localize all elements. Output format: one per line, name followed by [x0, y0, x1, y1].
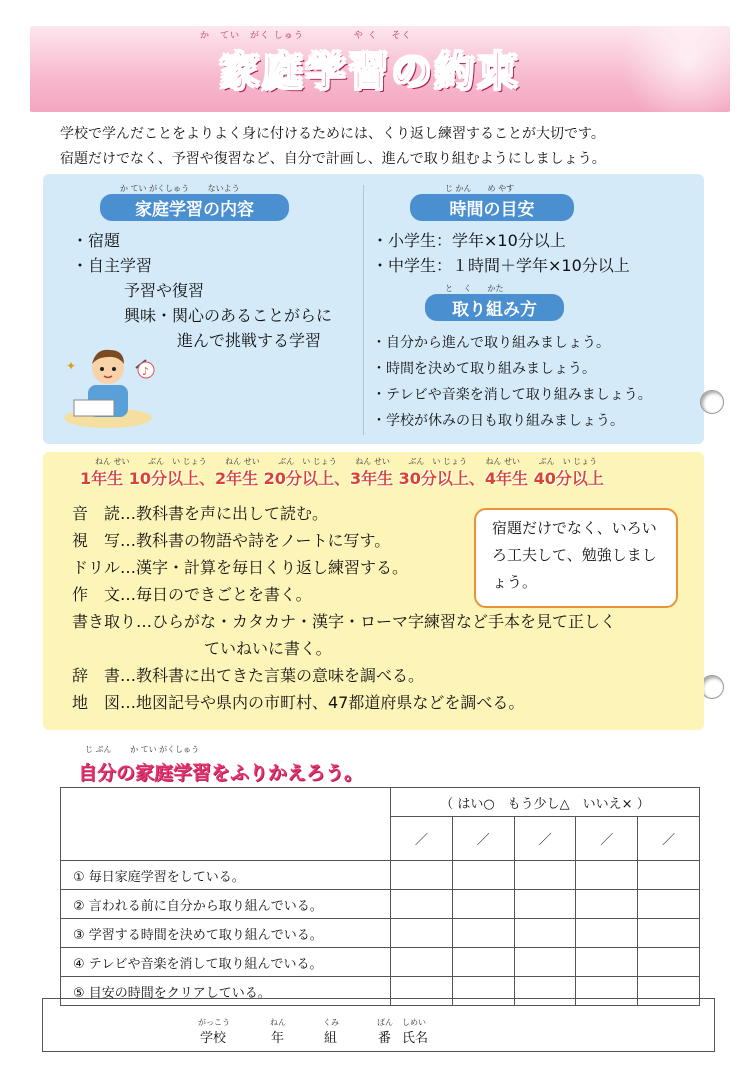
title-ruby: か てい がく しゅう や く そく: [200, 31, 412, 41]
name-ruby: しめい: [402, 1018, 426, 1027]
answer-cell[interactable]: [638, 890, 700, 919]
review-table: [60, 787, 700, 1006]
method-item: 書き取り…ひらがな・カタカナ・漢字・ローマ字練習など手本を見て正しく: [72, 612, 617, 631]
review-item: ② 言われる前に自分から取り組んでいる。: [61, 890, 391, 919]
method-item: 辞 書…教科書に出てきた言葉の意味を調べる。: [72, 666, 425, 685]
answer-cell[interactable]: [514, 861, 576, 890]
time-heading: 時間の目安: [410, 194, 574, 221]
content-item: ・自主学習: [72, 256, 153, 275]
time-list: [372, 228, 630, 278]
answer-cell[interactable]: [514, 890, 576, 919]
method-item: ドリル…漢字・計算を毎日くり返し練習する。: [72, 558, 409, 577]
method-item: 地 図…地図記号や県内の市町村、47都道府県などを調べる。: [72, 693, 525, 712]
review-title: 自分の家庭学習をふりかえろう。: [78, 762, 364, 784]
method-item: ていねいに書く。: [204, 639, 332, 658]
method-item: 視 写…教科書の物語や詩をノートに写す。: [72, 531, 391, 550]
date-slot[interactable]: ／: [514, 817, 576, 861]
guide-heading: 1年生 10分以上、2年生 20分以上、3年生 30分以上、4年生 40分以上: [80, 469, 604, 488]
svg-text:✦: ✦: [66, 359, 77, 373]
review-item: ③ 学習する時間を決めて取り組んでいる。: [61, 919, 391, 948]
panel-divider: [363, 185, 364, 435]
intro-line-1: 学校で学んだことをよりよく身に付けるためには、くり返し練習することが大切です。: [60, 126, 605, 142]
content-item: ・宿題: [72, 231, 121, 250]
time-heading-ruby: じ かん め やす: [445, 184, 515, 193]
review-title-ruby: じ ぶん か てい がくしゅう: [85, 745, 200, 754]
student-studying-illustration: [60, 330, 155, 430]
content-item: 興味・関心のあることがらに: [124, 306, 333, 325]
grade-ruby: ねん: [270, 1018, 286, 1027]
grade-label: 年: [271, 1031, 285, 1046]
intro-line-2: 宿題だけでなく、予習や復習など、自分で計画し、進んで取り組むようにしましょう。: [60, 151, 606, 167]
answer-cell[interactable]: [576, 948, 638, 977]
table-header-row: [61, 788, 700, 817]
review-item: ④ テレビや音楽を消して取り組んでいる。: [61, 948, 391, 977]
answer-cell[interactable]: [638, 919, 700, 948]
answer-cell[interactable]: [638, 861, 700, 890]
table-row: [61, 948, 700, 977]
approach-item: ・学校が休みの日も取り組みましょう。: [372, 413, 624, 429]
method-item: 作 文…毎日のできごとを書く。: [72, 585, 312, 604]
content-item: 進んで挑戦する学習: [177, 331, 322, 350]
number-label: 番: [378, 1031, 392, 1046]
table-row: [61, 861, 700, 890]
school-ruby: がっこう: [198, 1018, 230, 1027]
page-title: 家庭学習の約束: [219, 49, 521, 95]
answer-cell[interactable]: [390, 948, 452, 977]
approach-item: ・テレビや音楽を消して取り組みましょう。: [372, 387, 652, 403]
school-label: 学校: [200, 1031, 227, 1046]
method-item: 音 読…教科書を声に出して読む。: [72, 504, 329, 523]
answer-cell[interactable]: [452, 890, 514, 919]
binder-hole: [700, 390, 724, 414]
answer-cell[interactable]: [638, 948, 700, 977]
date-slot[interactable]: ／: [576, 817, 638, 861]
answer-cell[interactable]: [452, 861, 514, 890]
svg-text:♪: ♪: [142, 365, 150, 378]
content-heading: 家庭学習の内容: [100, 194, 289, 221]
answer-cell[interactable]: [576, 890, 638, 919]
answer-cell[interactable]: [514, 919, 576, 948]
content-heading-ruby: か てい がくしゅう ないよう: [120, 184, 240, 193]
guide-heading-ruby: ねん せい ぶん い じょう ねん せい ぶん い じょう ねん せい ぶん い じょう ねん せい ぶん い じょう: [95, 457, 598, 466]
answer-cell[interactable]: [576, 861, 638, 890]
answer-cell[interactable]: [390, 919, 452, 948]
approach-item: ・時間を決めて取り組みましょう。: [372, 361, 596, 377]
name-label: 氏名: [402, 1031, 429, 1046]
answer-scale: （ はい○ もう少し△ いいえ× ）: [390, 788, 699, 817]
approach-heading: 取り組み方: [425, 294, 564, 321]
approach-list: [372, 330, 652, 434]
class-label: 組: [324, 1031, 338, 1046]
date-slot[interactable]: ／: [638, 817, 700, 861]
answer-cell[interactable]: [390, 890, 452, 919]
table-row: [61, 890, 700, 919]
answer-cell[interactable]: [576, 919, 638, 948]
answer-cell[interactable]: [390, 861, 452, 890]
date-slot[interactable]: ／: [390, 817, 452, 861]
time-item: ・中学生：１時間＋学年×10分以上: [372, 256, 630, 275]
time-item: ・小学生：学年×10分以上: [372, 231, 566, 250]
content-item: 予習や復習: [124, 281, 205, 300]
date-slot[interactable]: ／: [452, 817, 514, 861]
answer-cell[interactable]: [514, 948, 576, 977]
review-item: ⑤ 目安の時間をクリアしている。: [61, 977, 391, 1006]
answer-cell[interactable]: [452, 919, 514, 948]
approach-item: ・自分から進んで取り組みましょう。: [372, 335, 610, 351]
table-header-blank: [61, 788, 391, 861]
answer-cell[interactable]: [452, 948, 514, 977]
intro-text: [60, 122, 720, 172]
number-ruby: ばん: [377, 1018, 393, 1027]
class-ruby: くみ: [323, 1018, 339, 1027]
advice-note-text: 宿題だけでなく、いろいろ工夫して、勉強しましょう。: [492, 519, 657, 591]
approach-heading-ruby: と く かた: [445, 284, 504, 293]
table-row: [61, 919, 700, 948]
review-item: ① 毎日家庭学習をしている。: [61, 861, 391, 890]
